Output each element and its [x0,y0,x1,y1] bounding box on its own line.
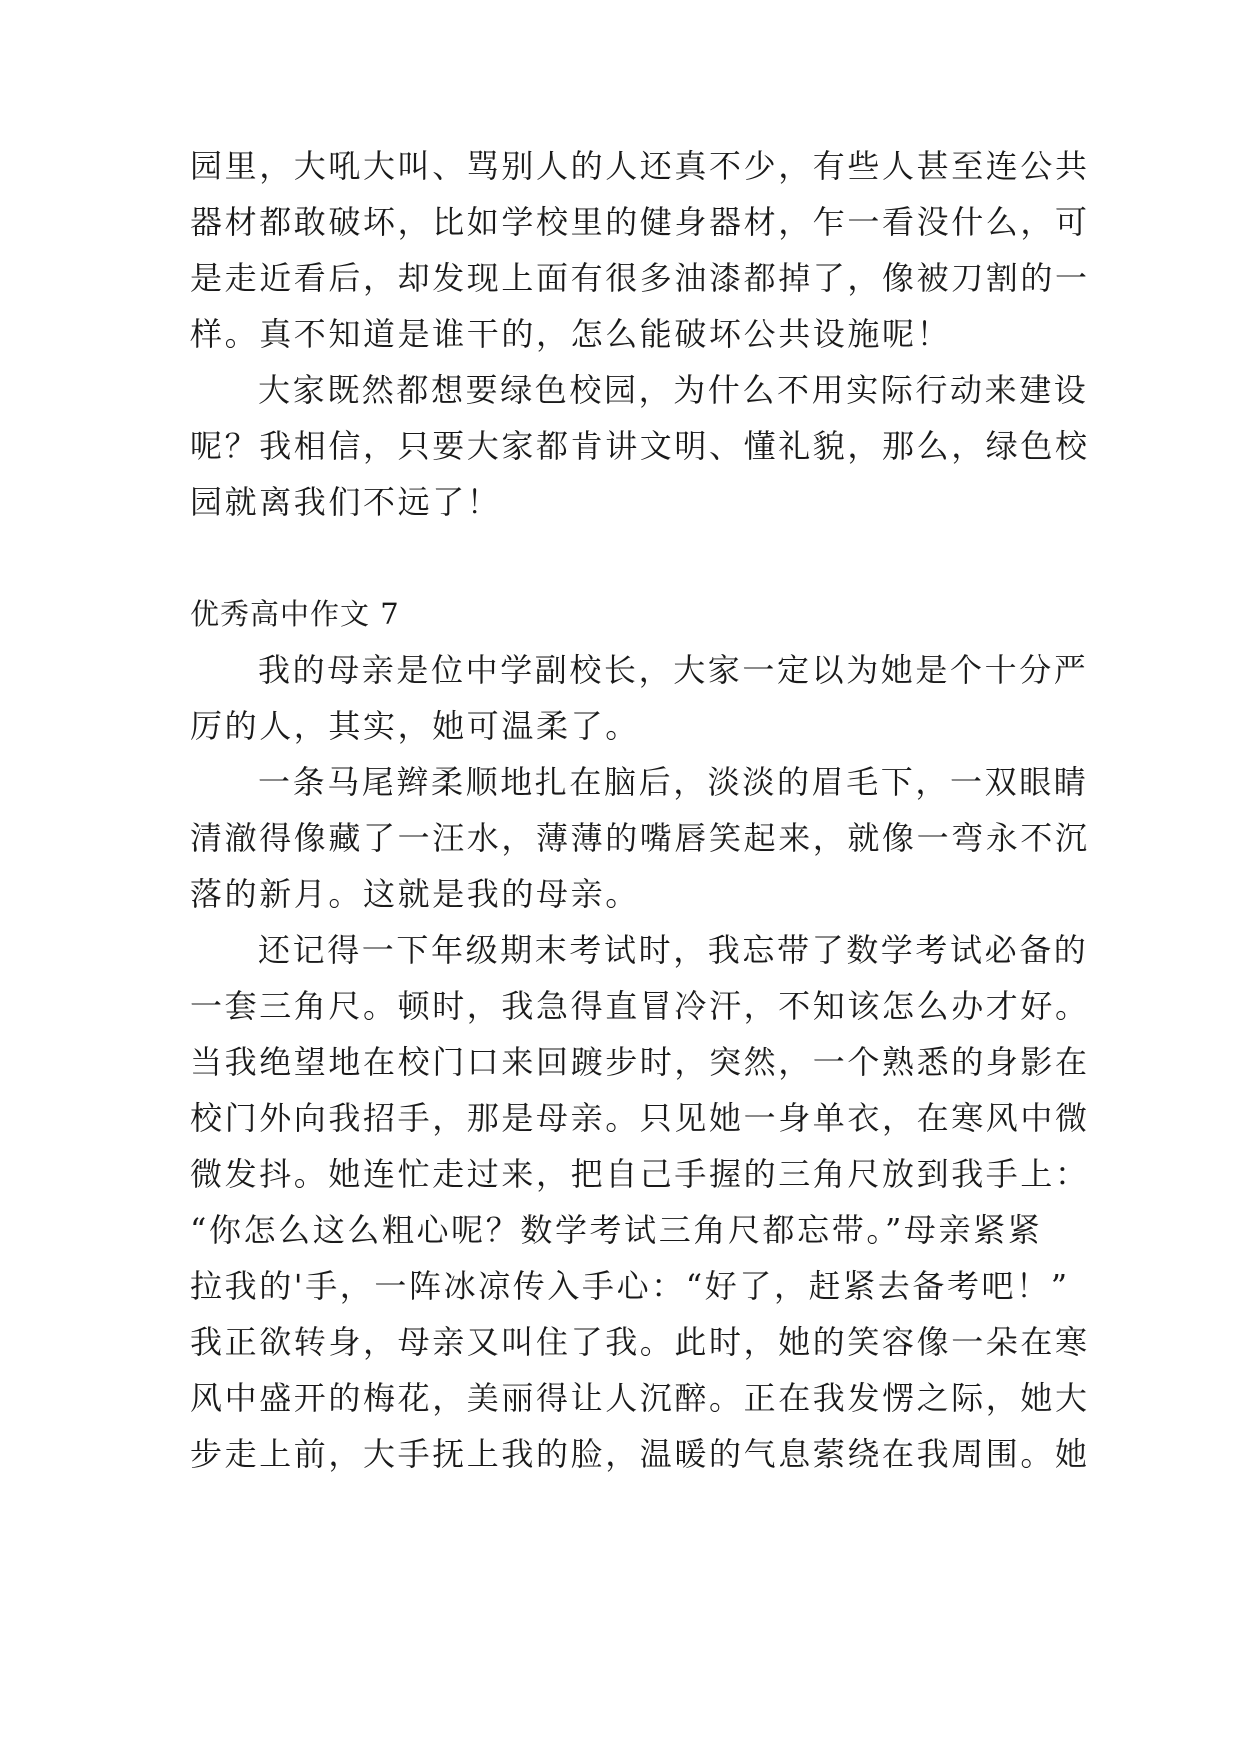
text-line: 微发抖。她连忙走过来，把自己手握的三角尺放到我手上： [190,1155,1090,1193]
text-line: 园就离我们不远了！ [190,483,502,521]
text-line: 拉我的'手，一阵冰凉传入手心：“好了，赶紧去备考吧！” [190,1267,1070,1305]
text-line: 大家既然都想要绿色校园，为什么不用实际行动来建设 [258,371,1089,409]
section-title: 优秀高中作文 7 [190,597,400,631]
text-line: 园里，大吼大叫、骂别人的人还真不少，有些人甚至连公共 [190,147,1090,185]
text-line: 是走近看后，却发现上面有很多油漆都掉了，像被刀割的一 [190,259,1090,297]
text-line: 当我绝望地在校门口来回踱步时，突然，一个熟悉的身影在 [190,1043,1090,1081]
text-line: 还记得一下年级期末考试时，我忘带了数学考试必备的 [258,931,1089,969]
text-line: 器材都敢破坏，比如学校里的健身器材，乍一看没什么，可 [190,203,1090,241]
text-line: 步走上前，大手抚上我的脸，温暖的气息萦绕在我周围。她 [190,1435,1090,1473]
text-line: 我的母亲是位中学副校长，大家一定以为她是个十分严 [258,651,1089,689]
text-line: 落的新月。这就是我的母亲。 [190,875,640,913]
text-line: 呢？我相信，只要大家都肯讲文明、懂礼貌，那么，绿色校 [190,427,1090,465]
text-line: 一套三角尺。顿时，我急得直冒冷汗，不知该怎么办才好。 [190,987,1090,1025]
text-line: 我正欲转身，母亲又叫住了我。此时，她的笑容像一朵在寒 [190,1323,1090,1361]
text-line: 校门外向我招手，那是母亲。只见她一身单衣，在寒风中微 [190,1099,1090,1137]
text-line: “你怎么这么粗心呢？数学考试三角尺都忘带。”母亲紧紧 [190,1211,1043,1249]
text-line: 清澈得像藏了一汪水，薄薄的嘴唇笑起来，就像一弯永不沉 [190,819,1090,857]
text-line: 厉的人，其实，她可温柔了。 [190,707,640,745]
text-line: 样。真不知道是谁干的，怎么能破坏公共设施呢！ [190,315,952,353]
text-line: 一条马尾辫柔顺地扎在脑后，淡淡的眉毛下，一双眼睛 [258,763,1089,801]
text-line: 风中盛开的梅花，美丽得让人沉醉。正在我发愣之际，她大 [190,1379,1090,1417]
